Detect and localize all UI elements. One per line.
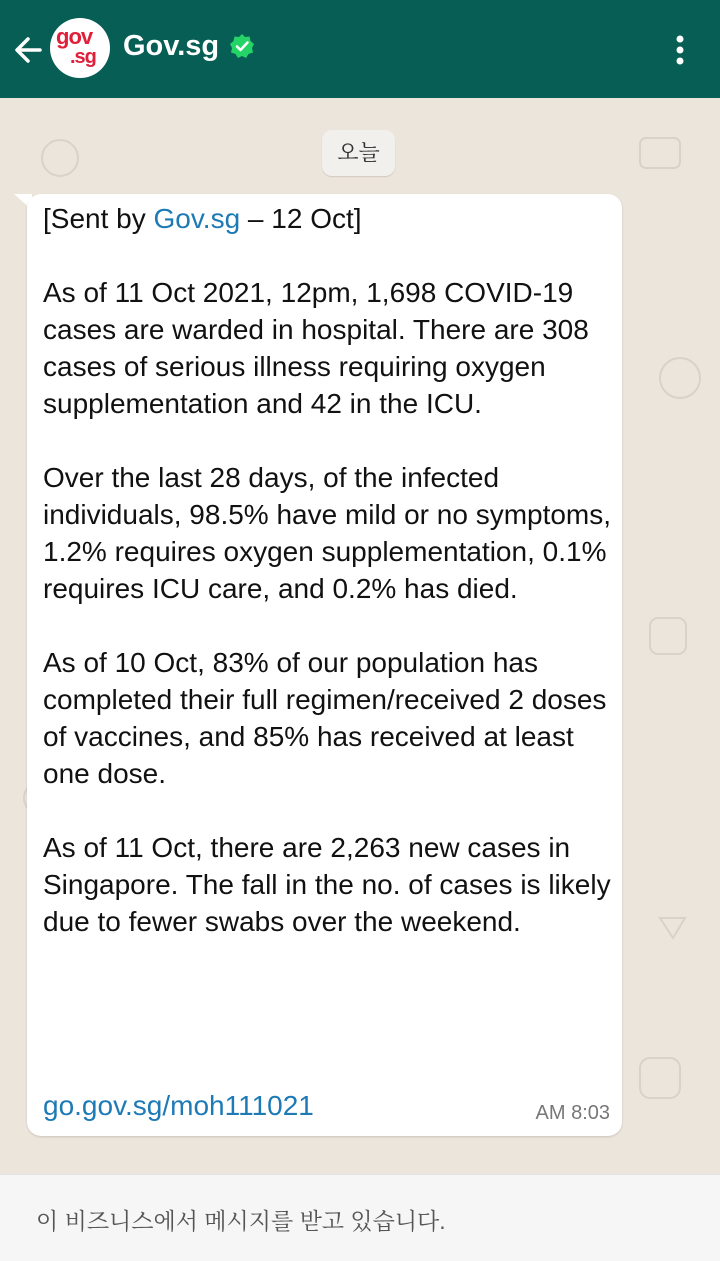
date-divider: 오늘 xyxy=(322,130,395,176)
more-vert-icon[interactable] xyxy=(668,30,692,70)
sent-by-prefix: [Sent by xyxy=(43,203,154,234)
avatar-text-line2: .sg xyxy=(70,46,96,68)
business-notice-bar xyxy=(0,1174,720,1261)
message-paragraph: As of 10 Oct, 83% of our population has completed their full regimen/received 2 doses of vaccines, and 85% has received at least one dose. xyxy=(43,647,615,789)
app-header xyxy=(0,0,720,98)
avatar-text-line1: gov xyxy=(56,24,93,49)
message-paragraph: As of 11 Oct 2021, 12pm, 1,698 COVID-19 cases are warded in hospital. There are 308 cases of serious illness requiring oxygen supplementation and 42 in the ICU. xyxy=(43,277,597,419)
message-text xyxy=(43,200,619,977)
sent-by-suffix: – 12 Oct] xyxy=(240,203,362,234)
message-paragraph: As of 11 Oct, there are 2,263 new cases in Singapore. The fall in the no. of cases is likely due to fewer swabs over the weekend. xyxy=(43,832,619,937)
message-link[interactable]: go.gov.sg/moh111021 xyxy=(43,1090,314,1121)
verified-check-icon xyxy=(229,33,255,59)
message-bubble[interactable] xyxy=(27,194,622,1136)
message-timestamp: AM 8:03 xyxy=(535,1102,610,1124)
message-header xyxy=(43,200,613,237)
business-notice-text: 이 비즈니스에서 메시지를 받고 있습니다. xyxy=(36,1208,446,1234)
arrow-left-icon[interactable] xyxy=(10,30,50,70)
avatar[interactable] xyxy=(50,18,110,78)
message-paragraph: Over the last 28 days, of the infected individuals, 98.5% have mild or no symptoms, 1.2% requires oxygen supplementation, 0.1% requires ICU care, and 0.2% has died. xyxy=(43,462,619,604)
contact-title[interactable]: Gov.sg xyxy=(123,30,220,62)
sent-by-link[interactable]: Gov.sg xyxy=(153,203,241,234)
